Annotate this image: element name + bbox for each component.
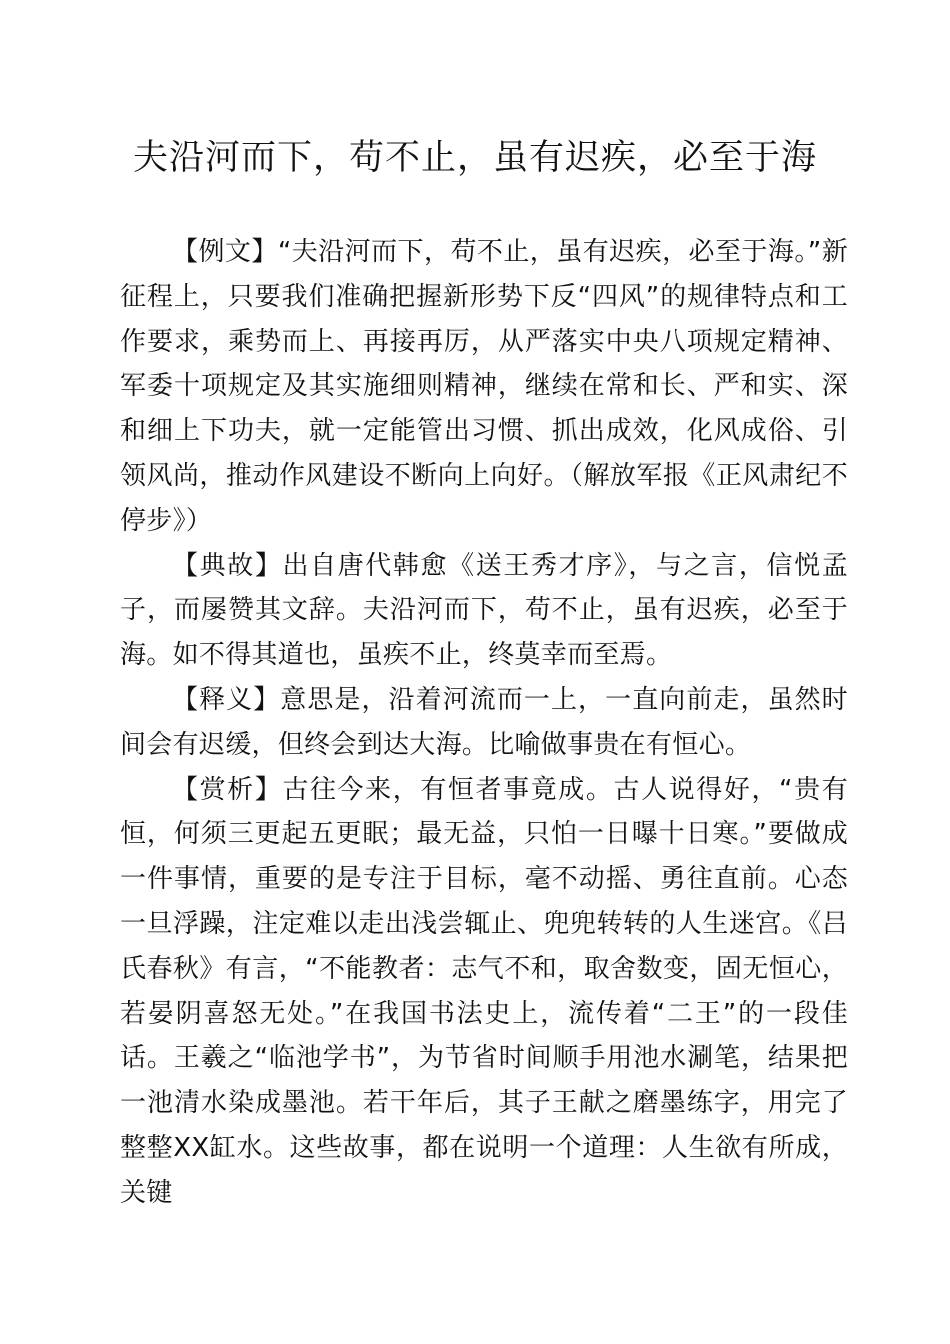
paragraph-label: 【赏析】: [172, 774, 283, 805]
paragraph-appreciation: [120, 768, 848, 1216]
paragraph-text: 古往今来，有恒者事竟成。古人说得好，“贵有恒，何须三更起五更眠；最无益，只怕一日曝十日寒。”要做成一件事情，重要的是专注于目标，毫不动摇、勇往直前。心态一旦浮躁，注定难以走出浅尝辄止、兜兜转转的人生迷宫。《吕氏春秋》有言，“不能教者：志气不和，取舍数变，固无恒心，若晏阴喜怒无处。”在我国书法史上，流传着“二王”的一段佳话。王羲之“临池学书”，为节省时间顺手用池水涮笔，结果把一池清水染成墨池。若干年后，其子王献之磨墨练字，用完了整整XX缸水。这些故事，都在说明一个道理：人生欲有所成，关键: [120, 774, 848, 1208]
paragraph-meaning: [120, 678, 848, 768]
paragraph-label: 【例文】: [172, 237, 278, 267]
paragraph-text: 意思是，沿着河流而一上，一直向前走，虽然时间会有迟缓，但终会到达大海。比喻做事贵在有恒心。: [120, 684, 848, 760]
paragraph-label: 【释义】: [172, 684, 281, 715]
document-title: 夫沿河而下，苟不止，虽有迟疾，必至于海: [132, 138, 817, 178]
paragraph-text: “夫沿河而下，苟不止，虽有迟疾，必至于海。”新征程上，只要我们准确把握新形势下反“四风”的规律特点和工作要求，乘势而上、再接再厉，从严落实中央八项规定精神、军委十项规定及其实施细则精神，继续在常和长、严和实、深和细上下功夫，就一定能管出习惯、抓出成效，化风成俗、引领风尚，推动作风建设不断向上向好。（解放军报《正风肃纪不停步》）: [120, 237, 848, 536]
paragraph-text: 出自唐代韩愈《送王秀才序》，与之言，信悦孟子，而屡赞其文辞。夫沿河而下，苟不止，虽有迟疾，必至于海。如不得其道也，虽疾不止，终莫幸而至焉。: [120, 550, 848, 671]
paragraph-example: [120, 230, 848, 544]
document-body: [120, 230, 848, 1216]
paragraph-label: 【典故】: [172, 550, 283, 581]
paragraph-allusion: [120, 544, 848, 678]
